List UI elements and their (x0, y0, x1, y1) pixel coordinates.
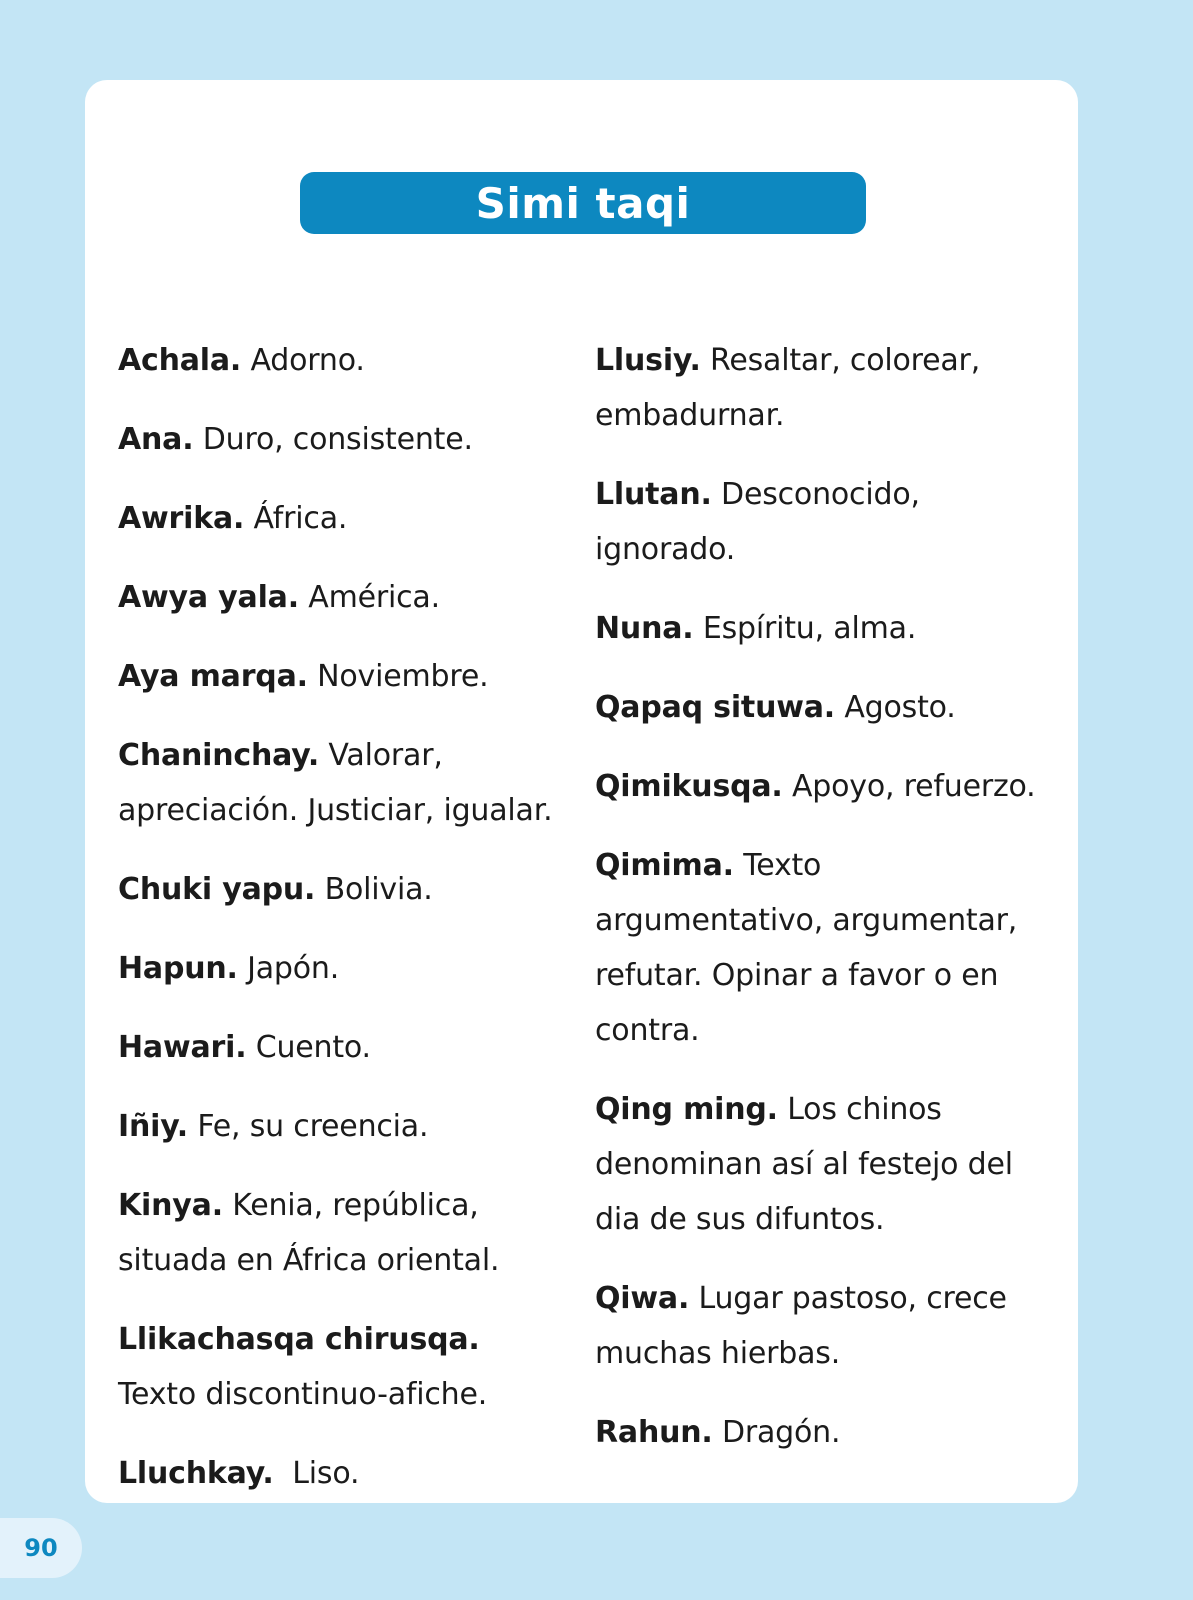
glossary-definition: Dragón. (721, 1415, 841, 1450)
glossary-entry (118, 1020, 563, 1075)
glossary-term: Rahun. (595, 1415, 713, 1450)
glossary-term: Ana. (118, 422, 194, 457)
glossary-definition: Liso. (292, 1456, 360, 1491)
glossary-term: Lluchkay. (118, 1456, 274, 1491)
glossary-card (85, 80, 1078, 1503)
glossary-term: Chuki yapu. (118, 872, 316, 907)
glossary-definition: Texto discontinuo-afiche. (118, 1377, 488, 1412)
glossary-term: Qiwa. (595, 1281, 690, 1316)
glossary-term: Nuna. (595, 611, 694, 646)
glossary-term: Llusiy. (595, 343, 701, 378)
glossary-entry (595, 467, 1050, 577)
glossary-definition: Bolivia. (324, 872, 433, 907)
glossary-term: Awya yala. (118, 580, 299, 615)
glossary-definition: África. (253, 501, 348, 536)
glossary-definition: Kenia, república, situada en África oriental. (118, 1188, 500, 1278)
glossary-definition: Lugar pastoso, crece muchas hierbas. (595, 1281, 1007, 1371)
page-number: 90 (0, 1518, 82, 1578)
glossary-entry (118, 412, 563, 467)
glossary-entry (595, 333, 1050, 443)
page-title: Simi taqi (300, 172, 866, 234)
glossary-term: Awrika. (118, 501, 245, 536)
glossary-term: Llutan. (595, 477, 712, 512)
glossary-term: Qimima. (595, 848, 734, 883)
glossary-definition: América. (308, 580, 440, 615)
glossary-definition: Adorno. (250, 343, 365, 378)
glossary-entry (118, 1312, 563, 1422)
glossary-entry (118, 491, 563, 546)
glossary-entry (595, 601, 1050, 656)
glossary-entry (595, 759, 1050, 814)
glossary-term: Qapaq situwa. (595, 690, 835, 725)
glossary-definition: Cuento. (255, 1030, 371, 1065)
glossary-entry (118, 862, 563, 917)
glossary-definition: Los chinos denominan así al festejo del dia de sus difuntos. (595, 1092, 1013, 1237)
glossary-entry (118, 728, 563, 838)
glossary-entry (595, 838, 1050, 1058)
glossary-entry (118, 941, 563, 996)
glossary-definition: Valorar, apreciación. Justiciar, igualar. (118, 738, 553, 828)
glossary-term: Hawari. (118, 1030, 247, 1065)
glossary-definition: Japón. (247, 951, 340, 986)
glossary-term: Chaninchay. (118, 738, 320, 773)
glossary-term: Qimikusqa. (595, 769, 783, 804)
glossary-entry (595, 1405, 1050, 1460)
glossary-definition: Duro, consistente. (202, 422, 473, 457)
glossary-term: Qing ming. (595, 1092, 778, 1127)
glossary-definition: Espíritu, alma. (702, 611, 917, 646)
glossary-term: Aya marqa. (118, 659, 308, 694)
glossary-definition: Texto argumentativo, argumentar, refutar. Opinar a favor o en contra. (595, 848, 1018, 1048)
glossary-entry (118, 570, 563, 625)
glossary-term: Achala. (118, 343, 242, 378)
glossary-entry (118, 1178, 563, 1288)
glossary-definition: Apoyo, refuerzo. (791, 769, 1036, 804)
glossary-definition: Noviembre. (317, 659, 489, 694)
glossary-entry (118, 649, 563, 704)
glossary-term: Kinya. (118, 1188, 223, 1223)
glossary-entry (118, 333, 563, 388)
glossary-definition: Agosto. (844, 690, 956, 725)
glossary-term: Llikachasqa chirusqa. (118, 1322, 480, 1357)
glossary-definition: Resaltar, colorear, embadurnar. (595, 343, 981, 433)
glossary-column-left (118, 333, 563, 1525)
glossary-entry (118, 1099, 563, 1154)
glossary-entry (595, 1082, 1050, 1247)
glossary-definition: Fe, su creencia. (197, 1109, 429, 1144)
glossary-entry (118, 1446, 563, 1501)
glossary-definition: Desconocido, ignorado. (595, 477, 920, 567)
glossary-term: Hapun. (118, 951, 238, 986)
glossary-term: Iñiy. (118, 1109, 189, 1144)
glossary-column-right (595, 333, 1050, 1484)
glossary-entry (595, 1271, 1050, 1381)
glossary-entry (595, 680, 1050, 735)
